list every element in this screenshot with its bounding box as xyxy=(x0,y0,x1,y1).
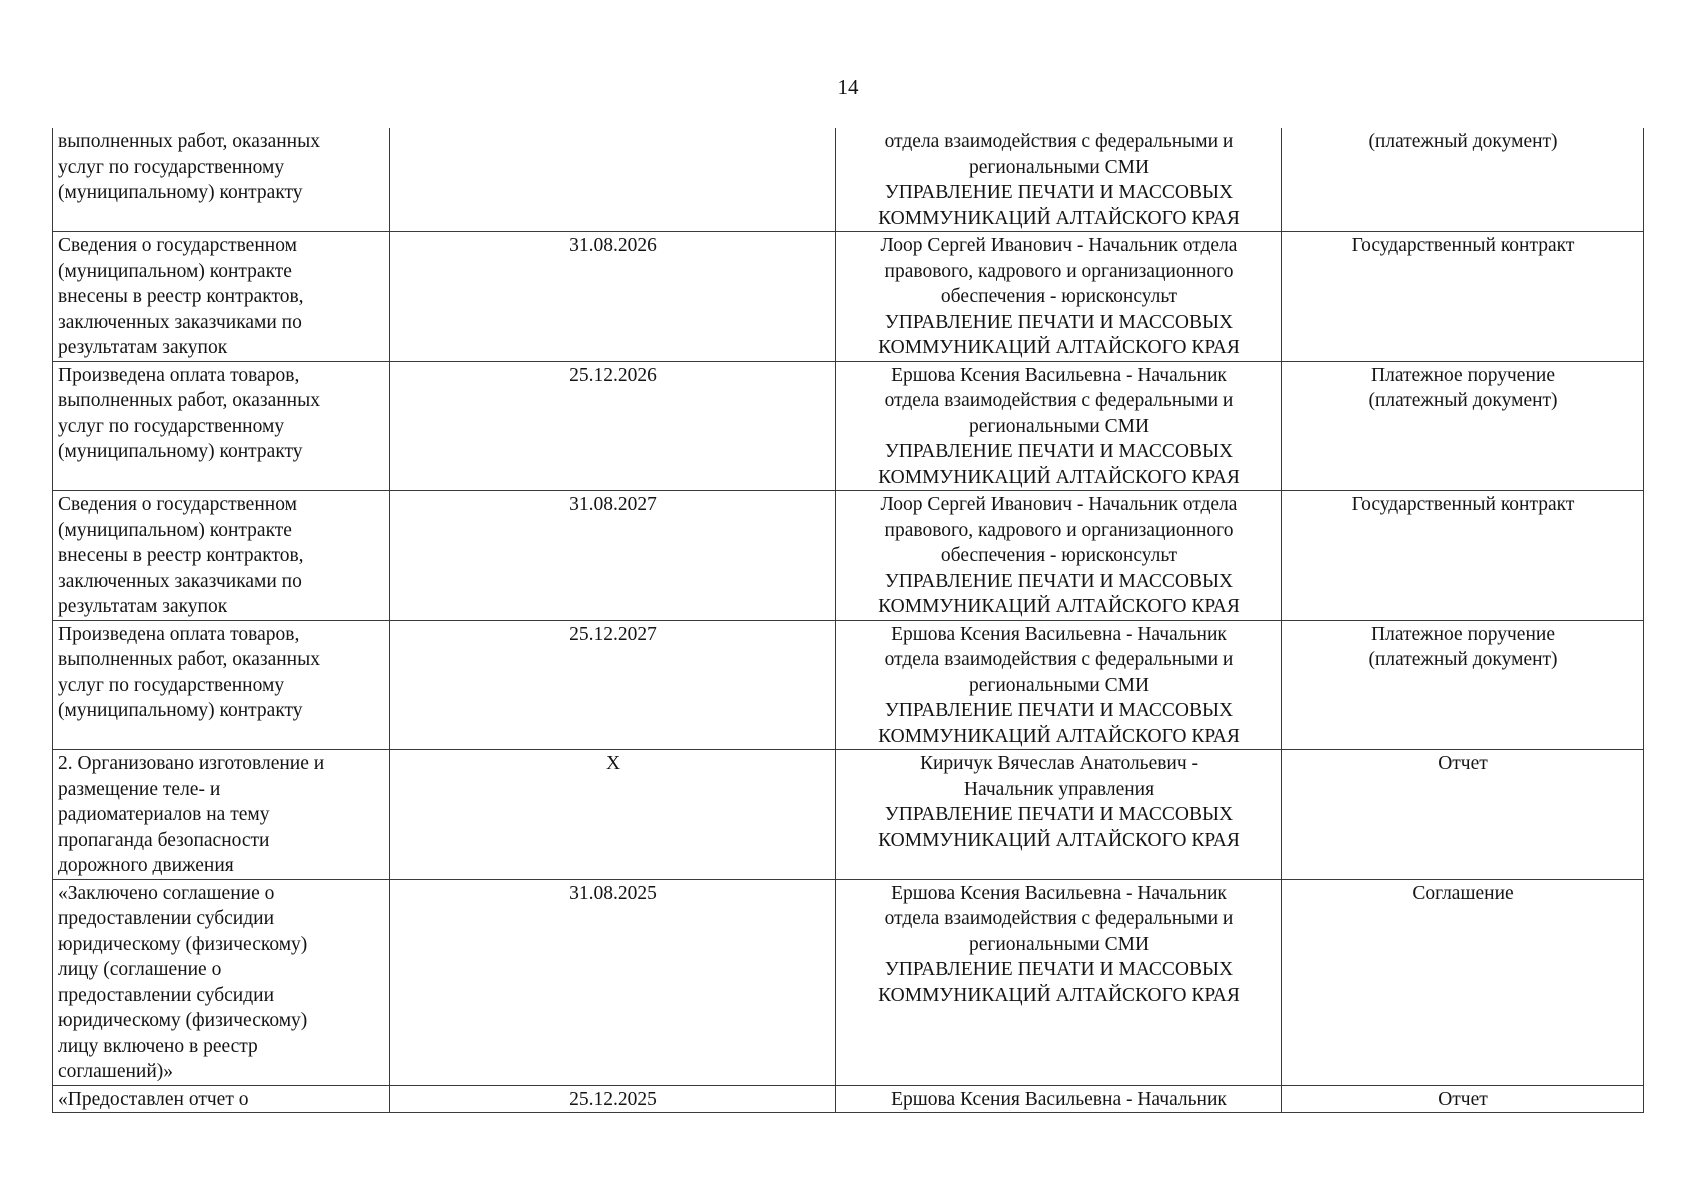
cell-line: предоставлении субсидии xyxy=(58,908,275,929)
responsible-cell xyxy=(836,361,1282,491)
cell-line: УПРАВЛЕНИЕ ПЕЧАТИ И МАССОВЫХ xyxy=(884,959,1234,980)
cell-line: юридическому (физическому) xyxy=(58,1010,308,1031)
cell-line: УПРАВЛЕНИЕ ПЕЧАТИ И МАССОВЫХ xyxy=(884,311,1234,333)
cell-line: выполненных работ, оказанных xyxy=(58,131,320,152)
cell-line: обеспечения - юрисконсульт xyxy=(940,286,1178,307)
cell-line: «Заключено соглашение о xyxy=(58,882,275,904)
cell-line: внесены в реестр контрактов, xyxy=(58,545,304,566)
document-cell xyxy=(1282,620,1644,750)
responsible-cell xyxy=(836,232,1282,362)
cell-line: 25.12.2026 xyxy=(569,364,657,386)
cell-line: Платежное поручение xyxy=(1371,364,1555,386)
cell-line: региональными СМИ xyxy=(968,933,1150,955)
cell-line: 2. Организовано изготовление и xyxy=(58,753,325,774)
cell-line: обеспечения - юрисконсульт xyxy=(940,545,1178,566)
cell-line: Лоор Сергей Иванович - Начальник отдела xyxy=(880,235,1238,256)
cell-line: Лоор Сергей Иванович - Начальник отдела xyxy=(880,494,1238,515)
cell-line: заключенных заказчиками по xyxy=(58,570,302,592)
cell-line: (муниципальному) контракту xyxy=(58,441,303,462)
event-cell xyxy=(53,1085,390,1113)
cell-line: результатам закупок xyxy=(58,596,228,617)
cell-line: Государственный контракт xyxy=(1351,494,1575,515)
document-cell xyxy=(1282,750,1644,880)
cell-line: отдела взаимодействия с федеральными и xyxy=(884,649,1234,670)
cell-line: заключенных заказчиками по xyxy=(58,311,302,333)
cell-line: (платежный документ) xyxy=(1368,390,1558,411)
document-cell xyxy=(1282,879,1644,1085)
document-cell xyxy=(1282,128,1644,232)
cell-line: X xyxy=(605,753,621,774)
cell-line: отдела взаимодействия с федеральными и xyxy=(884,390,1234,411)
event-cell xyxy=(53,232,390,362)
cell-line: Ершова Ксения Васильевна - Начальник xyxy=(891,364,1227,386)
cell-line: КОММУНИКАЦИЙ АЛТАЙСКОГО КРАЯ xyxy=(878,337,1240,358)
cell-line: услуг по государственному xyxy=(58,156,285,178)
cell-line: размещение теле- и xyxy=(58,778,221,800)
cell-line: дорожного движения xyxy=(58,855,234,876)
cell-line: выполненных работ, оказанных xyxy=(58,649,320,670)
cell-line: (муниципальному) контракту xyxy=(58,182,303,203)
deadline-cell xyxy=(390,128,836,232)
cell-line: КОММУНИКАЦИЙ АЛТАЙСКОГО КРАЯ xyxy=(878,829,1240,851)
responsible-cell xyxy=(836,750,1282,880)
cell-line: 31.08.2027 xyxy=(569,494,657,515)
cell-line: Платежное поручение xyxy=(1371,623,1555,645)
cell-line: Ершова Ксения Васильевна - Начальник xyxy=(891,1088,1227,1110)
cell-line: Отчет xyxy=(1438,1088,1488,1110)
table-body xyxy=(53,128,1644,1113)
table-row xyxy=(53,879,1644,1085)
deadline-cell xyxy=(390,1085,836,1113)
cell-line: региональными СМИ xyxy=(968,674,1150,696)
cell-line: соглашений)» xyxy=(58,1061,174,1082)
responsible-cell xyxy=(836,128,1282,232)
cell-line: УПРАВЛЕНИЕ ПЕЧАТИ И МАССОВЫХ xyxy=(884,441,1234,462)
cell-line: лицу (соглашение о xyxy=(58,959,222,980)
document-cell xyxy=(1282,491,1644,621)
table-row xyxy=(53,491,1644,621)
responsible-cell xyxy=(836,879,1282,1085)
cell-line: 31.08.2026 xyxy=(569,235,657,256)
table-row xyxy=(53,361,1644,491)
cell-line: региональными СМИ xyxy=(968,156,1150,178)
cell-line: Сведения о государственном xyxy=(58,494,297,515)
page-number: 14 xyxy=(837,75,859,99)
cell-line: лицу включено в реестр xyxy=(58,1035,258,1057)
cell-line: Государственный контракт xyxy=(1351,235,1575,256)
responsible-cell xyxy=(836,1085,1282,1113)
event-cell xyxy=(53,620,390,750)
cell-line: правового, кадрового и организационного xyxy=(884,519,1234,541)
cell-line: (платежный документ) xyxy=(1368,649,1558,670)
cell-line: внесены в реестр контрактов, xyxy=(58,286,304,307)
cell-line: предоставлении субсидии xyxy=(58,984,275,1006)
table-row xyxy=(53,1085,1644,1113)
cell-line: Ершова Ксения Васильевна - Начальник xyxy=(891,882,1227,904)
event-cell xyxy=(53,361,390,491)
cell-line: КОММУНИКАЦИЙ АЛТАЙСКОГО КРАЯ xyxy=(878,466,1240,488)
cell-line: региональными СМИ xyxy=(968,415,1150,437)
cell-line: услуг по государственному xyxy=(58,674,285,696)
event-cell xyxy=(53,491,390,621)
cell-line: Начальник управления xyxy=(963,778,1155,800)
cell-line: КОММУНИКАЦИЙ АЛТАЙСКОГО КРАЯ xyxy=(878,207,1240,229)
cell-line: УПРАВЛЕНИЕ ПЕЧАТИ И МАССОВЫХ xyxy=(884,804,1234,825)
cell-line: правового, кадрового и организационного xyxy=(884,260,1234,282)
cell-line: (муниципальном) контракте xyxy=(58,260,292,282)
table-row xyxy=(53,750,1644,880)
deadline-cell xyxy=(390,750,836,880)
cell-line: результатам закупок xyxy=(58,337,228,358)
cell-line: УПРАВЛЕНИЕ ПЕЧАТИ И МАССОВЫХ xyxy=(884,182,1234,203)
cell-line: Ершова Ксения Васильевна - Начальник xyxy=(891,623,1227,645)
cell-line: 31.08.2025 xyxy=(569,882,657,904)
deadline-cell xyxy=(390,232,836,362)
table-row xyxy=(53,232,1644,362)
cell-line: (муниципальном) контракте xyxy=(58,519,292,541)
cell-line: (муниципальному) контракту xyxy=(58,700,303,721)
document-cell xyxy=(1282,361,1644,491)
cell-line: УПРАВЛЕНИЕ ПЕЧАТИ И МАССОВЫХ xyxy=(884,700,1234,721)
event-cell xyxy=(53,879,390,1085)
deadline-cell xyxy=(390,491,836,621)
table-row xyxy=(53,128,1644,232)
document-cell xyxy=(1282,1085,1644,1113)
cell-line: пропаганда безопасности xyxy=(58,829,270,851)
cell-line: 25.12.2027 xyxy=(569,623,657,645)
document-cell xyxy=(1282,232,1644,362)
deadline-cell xyxy=(390,620,836,750)
responsible-cell xyxy=(836,491,1282,621)
cell-line: отдела взаимодействия с федеральными и xyxy=(884,908,1234,929)
cell-line: услуг по государственному xyxy=(58,415,285,437)
cell-line: Киричук Вячеслав Анатольевич - xyxy=(919,753,1199,774)
deadline-cell xyxy=(390,361,836,491)
cell-line: Сведения о государственном xyxy=(58,235,297,256)
cell-line: УПРАВЛЕНИЕ ПЕЧАТИ И МАССОВЫХ xyxy=(884,570,1234,592)
cell-line: радиоматериалов на тему xyxy=(58,804,270,825)
cell-line: Отчет xyxy=(1438,753,1488,774)
table-row xyxy=(53,620,1644,750)
cell-line: 25.12.2025 xyxy=(569,1088,657,1110)
cell-line: юридическому (физическому) xyxy=(58,933,308,955)
cell-line: «Предоставлен отчет о xyxy=(58,1088,249,1110)
event-cell xyxy=(53,128,390,232)
cell-line: Произведена оплата товаров, xyxy=(58,623,300,645)
cell-line: (платежный документ) xyxy=(1368,131,1558,152)
cell-line: Соглашение xyxy=(1412,882,1514,904)
event-cell xyxy=(53,750,390,880)
cell-line: Произведена оплата товаров, xyxy=(58,364,300,386)
cell-line: КОММУНИКАЦИЙ АЛТАЙСКОГО КРАЯ xyxy=(878,984,1240,1006)
activity-table xyxy=(52,128,1644,1113)
cell-line: КОММУНИКАЦИЙ АЛТАЙСКОГО КРАЯ xyxy=(878,596,1240,617)
cell-line: выполненных работ, оказанных xyxy=(58,390,320,411)
responsible-cell xyxy=(836,620,1282,750)
deadline-cell xyxy=(390,879,836,1085)
cell-line: КОММУНИКАЦИЙ АЛТАЙСКОГО КРАЯ xyxy=(878,725,1240,747)
cell-line: отдела взаимодействия с федеральными и xyxy=(884,131,1234,152)
